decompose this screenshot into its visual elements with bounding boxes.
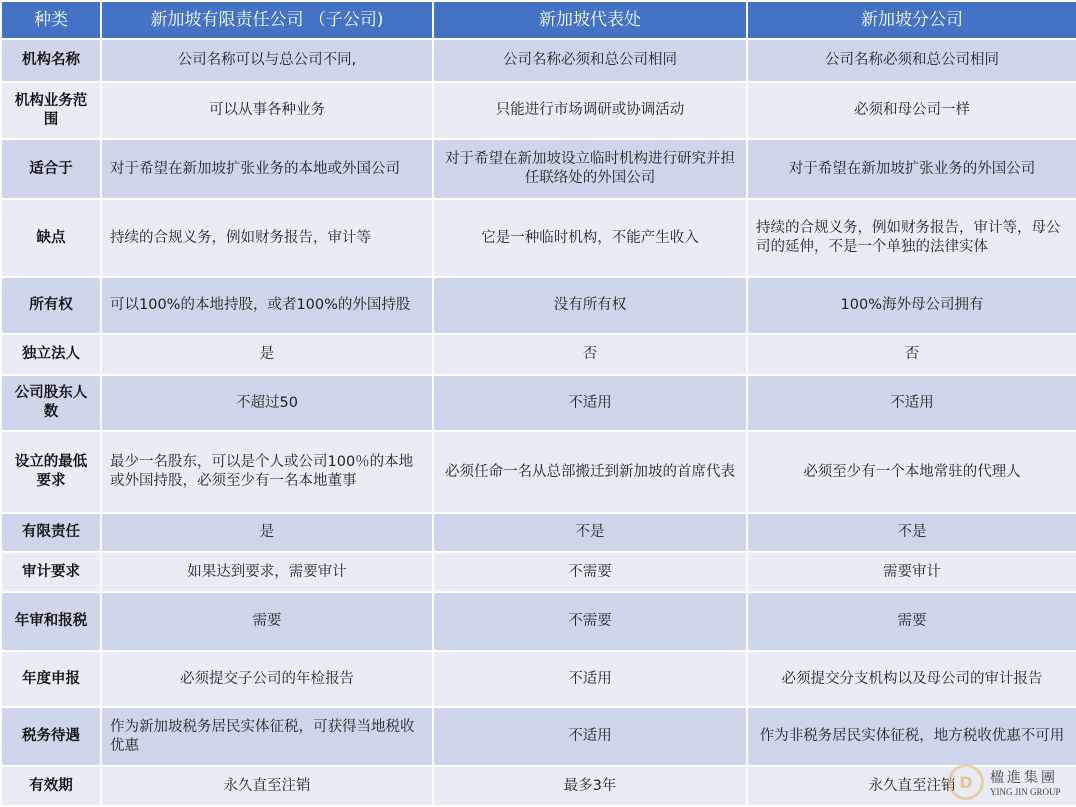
table-cell: 可以100%的本地持股，或者100%的外国持股 [101,277,433,334]
table-cell: 否 [747,334,1076,375]
row-label: 公司股东人数 [1,375,101,431]
table-cell: 最多3年 [433,766,747,806]
row-label: 适合于 [1,139,101,199]
table-row [1,766,1076,806]
row-label: 设立的最低要求 [1,431,101,513]
table-row [1,334,1076,375]
header-branch: 新加坡分公司 [747,1,1076,39]
table-row [1,431,1076,513]
table-row [1,39,1076,82]
table-cell: 不需要 [433,592,747,651]
row-label: 机构名称 [1,39,101,82]
table-row [1,139,1076,199]
logo-cn: 楹進集團 [990,770,1058,786]
table-row [1,277,1076,334]
table-cell: 它是一种临时机构，不能产生收入 [433,199,747,277]
table-cell: 是 [101,334,433,375]
table-cell: 需要 [101,592,433,651]
row-label: 缺点 [1,199,101,277]
table-cell: 持续的合规义务，例如财务报告，审计等 [101,199,433,277]
header-subsidiary: 新加坡有限责任公司 （子公司) [101,1,433,39]
table-cell: 需要 [747,592,1076,651]
table-cell: 必须提交子公司的年检报告 [101,651,433,707]
table-cell: 作为新加坡税务居民实体征税，可获得当地税收优惠 [101,707,433,766]
table-row [1,592,1076,651]
header-rep-office: 新加坡代表处 [433,1,747,39]
row-label: 有限责任 [1,513,101,552]
row-label: 有效期 [1,766,101,806]
table-cell: 不适用 [433,651,747,707]
table-row [1,375,1076,431]
table-row [1,651,1076,707]
table-cell: 永久直至注销 [101,766,433,806]
table-cell: 只能进行市场调研或协调活动 [433,82,747,139]
table-cell: 对于希望在新加坡扩张业务的外国公司 [747,139,1076,199]
table-row [1,82,1076,139]
table-cell: 可以从事各种业务 [101,82,433,139]
table-cell: 不适用 [433,375,747,431]
table-cell: 不是 [747,513,1076,552]
table-cell: 是 [101,513,433,552]
table-cell: 永久直至注销 [747,766,1076,806]
header-type: 种类 [1,1,101,39]
table-cell: 公司名称必须和总公司相同 [433,39,747,82]
table-cell: 最少一名股东，可以是个人或公司100％的本地或外国持股，必须至少有一名本地董事 [101,431,433,513]
header-row [1,1,1076,39]
row-label: 机构业务范围 [1,82,101,139]
table-cell: 必须至少有一个本地常驻的代理人 [747,431,1076,513]
table-cell: 否 [433,334,747,375]
row-label: 所有权 [1,277,101,334]
table-row [1,552,1076,592]
table-row [1,707,1076,766]
company-logo [948,764,1061,800]
table-cell: 公司名称可以与总公司不同, [101,39,433,82]
table-cell: 对于希望在新加坡扩张业务的本地或外国公司 [101,139,433,199]
table-cell: 没有所有权 [433,277,747,334]
table-cell: 不适用 [433,707,747,766]
table-cell: 作为非税务居民实体征税，地方税收优惠不可用 [747,707,1076,766]
row-label: 年审和报税 [1,592,101,651]
table-cell: 必须和母公司一样 [747,82,1076,139]
table-cell: 必须提交分支机构以及母公司的审计报告 [747,651,1076,707]
row-label: 年度申报 [1,651,101,707]
table-cell: 100%海外母公司拥有 [747,277,1076,334]
table-row [1,513,1076,552]
table-cell: 需要审计 [747,552,1076,592]
row-label: 税务待遇 [1,707,101,766]
table-cell: 对于希望在新加坡设立临时机构进行研究并担任联络处的外国公司 [433,139,747,199]
table-cell: 不是 [433,513,747,552]
logo-icon: D [948,764,984,800]
table-cell: 不适用 [747,375,1076,431]
table-cell: 不超过50 [101,375,433,431]
table-cell: 必须任命一名从总部搬迁到新加坡的首席代表 [433,431,747,513]
table-row [1,199,1076,277]
row-label: 独立法人 [1,334,101,375]
table-cell: 持续的合规义务，例如财务报告，审计等，母公司的延伸，不是一个单独的法律实体 [747,199,1076,277]
table-cell: 不需要 [433,552,747,592]
table-cell: 公司名称必须和总公司相同 [747,39,1076,82]
row-label: 审计要求 [1,552,101,592]
table-cell: 如果达到要求，需要审计 [101,552,433,592]
logo-en: YING JIN GROUP [990,787,1061,797]
